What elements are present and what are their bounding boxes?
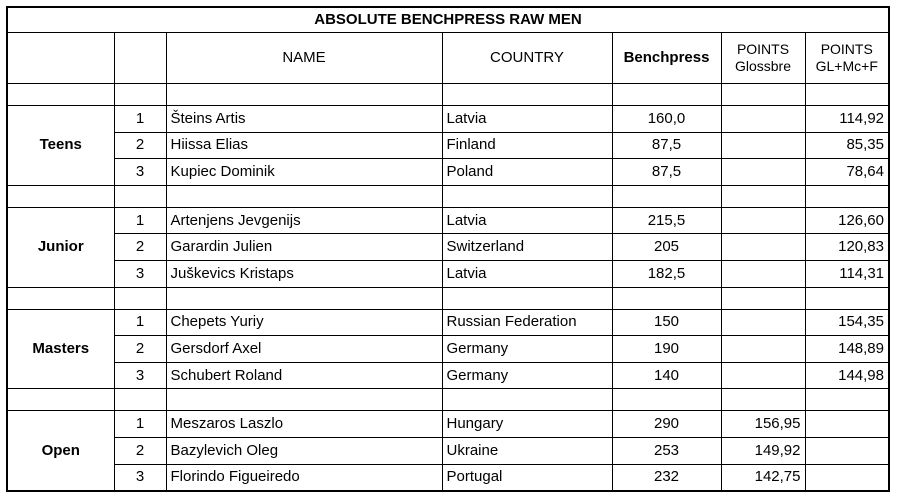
benchpress-cell: 190 [612,336,721,363]
table-row [7,309,889,336]
table-row [7,132,889,159]
athlete-name-cell: Kupiec Dominik [166,159,442,186]
header-points-glmcf [805,33,889,84]
points-glmcf-cell: 78,64 [805,159,889,186]
spacer-cell [805,185,889,207]
spacer-cell [612,84,721,106]
place-cell: 3 [114,362,166,389]
table-row [7,336,889,363]
country-cell: Poland [442,159,612,186]
spacer-cell [442,287,612,309]
athlete-name-cell: Chepets Yuriy [166,309,442,336]
table-row [7,362,889,389]
spacer-cell [721,185,805,207]
category-label: Masters [7,309,114,389]
category-label: Open [7,411,114,491]
benchpress-cell: 140 [612,362,721,389]
benchpress-cell: 205 [612,234,721,261]
spacer-cell [7,185,114,207]
spacer-cell [721,287,805,309]
spacer-row [7,389,889,411]
spacer-cell [7,84,114,106]
place-cell: 1 [114,411,166,438]
athlete-name-cell: Schubert Roland [166,362,442,389]
header-country: COUNTRY [442,33,612,84]
spacer-cell [166,185,442,207]
points-glossbre-cell [721,336,805,363]
points-glossbre-cell [721,234,805,261]
points-glmcf-cell: 114,92 [805,106,889,133]
country-cell: Latvia [442,260,612,287]
athlete-name-cell: Gersdorf Axel [166,336,442,363]
spacer-row [7,84,889,106]
benchpress-cell: 215,5 [612,207,721,234]
points-glossbre-cell [721,207,805,234]
spacer-cell [166,287,442,309]
results-table [6,6,890,492]
spacer-cell [612,185,721,207]
points-glmcf-cell: 120,83 [805,234,889,261]
spacer-cell [442,185,612,207]
spacer-cell [166,389,442,411]
benchpress-cell: 182,5 [612,260,721,287]
athlete-name-cell: Florindo Figueiredo [166,464,442,491]
athlete-name-cell: Hiissa Elias [166,132,442,159]
header-points-glmcf-line2: GL+Mc+F [815,58,878,74]
country-cell: Portugal [442,464,612,491]
points-glmcf-cell [805,464,889,491]
place-cell: 3 [114,159,166,186]
place-cell: 2 [114,132,166,159]
country-cell: Hungary [442,411,612,438]
header-points-glossbre [721,33,805,84]
header-points-glossbre-line2: Glossbre [734,58,792,74]
country-cell: Switzerland [442,234,612,261]
spacer-cell [114,389,166,411]
place-cell: 3 [114,260,166,287]
points-glossbre-cell [721,309,805,336]
benchpress-cell: 160,0 [612,106,721,133]
place-cell: 2 [114,437,166,464]
table-row [7,106,889,133]
country-cell: Russian Federation [442,309,612,336]
place-cell: 3 [114,464,166,491]
place-cell: 1 [114,207,166,234]
points-glmcf-cell: 148,89 [805,336,889,363]
country-cell: Germany [442,362,612,389]
points-glossbre-cell: 142,75 [721,464,805,491]
spacer-cell [721,84,805,106]
header-category [7,33,114,84]
spacer-cell [612,287,721,309]
header-name: NAME [166,33,442,84]
spacer-cell [721,389,805,411]
country-cell: Ukraine [442,437,612,464]
table-row [7,437,889,464]
table-row [7,207,889,234]
points-glossbre-cell [721,159,805,186]
table-row [7,159,889,186]
athlete-name-cell: Artenjens Jevgenijs [166,207,442,234]
spacer-cell [442,84,612,106]
points-glossbre-cell [721,106,805,133]
spacer-cell [166,84,442,106]
spacer-cell [805,389,889,411]
points-glossbre-cell: 156,95 [721,411,805,438]
points-glmcf-cell [805,411,889,438]
points-glmcf-cell: 114,31 [805,260,889,287]
points-glmcf-cell: 144,98 [805,362,889,389]
benchpress-cell: 253 [612,437,721,464]
category-label: Teens [7,106,114,186]
table-row [7,411,889,438]
spacer-cell [805,84,889,106]
spacer-cell [114,185,166,207]
country-cell: Germany [442,336,612,363]
points-glossbre-cell: 149,92 [721,437,805,464]
country-cell: Latvia [442,106,612,133]
athlete-name-cell: Šteins Artis [166,106,442,133]
spacer-cell [442,389,612,411]
place-cell: 1 [114,106,166,133]
athlete-name-cell: Juškevics Kristaps [166,260,442,287]
points-glossbre-cell [721,260,805,287]
points-glossbre-cell [721,362,805,389]
spacer-cell [805,287,889,309]
table-title: ABSOLUTE BENCHPRESS RAW MEN [7,7,889,33]
spacer-cell [7,287,114,309]
header-points-glossbre-line1: POINTS [736,41,790,57]
category-label: Junior [7,207,114,287]
benchpress-cell: 232 [612,464,721,491]
table-row [7,260,889,287]
benchpress-cell: 87,5 [612,132,721,159]
country-cell: Latvia [442,207,612,234]
header-points-glmcf-line1: POINTS [820,41,873,57]
spacer-row [7,287,889,309]
benchpress-cell: 87,5 [612,159,721,186]
benchpress-cell: 150 [612,309,721,336]
spacer-cell [114,84,166,106]
athlete-name-cell: Bazylevich Oleg [166,437,442,464]
country-cell: Finland [442,132,612,159]
table-row [7,464,889,491]
header-benchpress: Benchpress [612,33,721,84]
athlete-name-cell: Meszaros Laszlo [166,411,442,438]
points-glmcf-cell [805,437,889,464]
athlete-name-cell: Garardin Julien [166,234,442,261]
points-glmcf-cell: 85,35 [805,132,889,159]
place-cell: 2 [114,234,166,261]
points-glmcf-cell: 154,35 [805,309,889,336]
points-glossbre-cell [721,132,805,159]
spacer-row [7,185,889,207]
spacer-cell [612,389,721,411]
spacer-cell [114,287,166,309]
spacer-cell [7,389,114,411]
place-cell: 2 [114,336,166,363]
points-glmcf-cell: 126,60 [805,207,889,234]
benchpress-cell: 290 [612,411,721,438]
results-sheet [6,6,890,492]
table-row [7,234,889,261]
header-place [114,33,166,84]
place-cell: 1 [114,309,166,336]
